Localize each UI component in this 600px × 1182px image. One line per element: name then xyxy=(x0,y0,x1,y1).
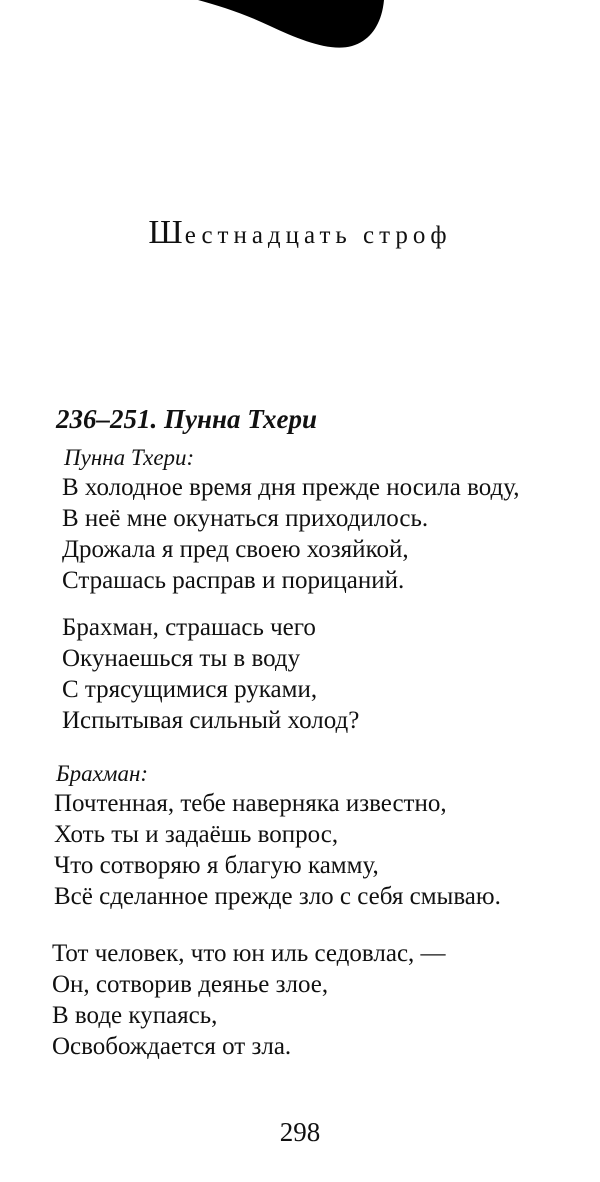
poem-line: Дрожала я пред своею хозяйкой, xyxy=(62,536,409,563)
speaker-label: Пунна Тхери: xyxy=(64,445,195,470)
poem-line: Хоть ты и задаёшь вопрос, xyxy=(54,821,339,848)
poem-line: Тот человек, что юн иль седовлас, — xyxy=(52,940,446,967)
poem-line: Окунаешься ты в воду xyxy=(62,645,301,672)
page-number: 298 xyxy=(279,1117,321,1147)
chapter-title xyxy=(0,214,600,252)
chapter-title-initial: Ш xyxy=(148,214,185,251)
poem-line: В воде купаясь, xyxy=(52,1002,218,1029)
stanza-2 xyxy=(0,612,600,736)
stanza-3 xyxy=(0,760,600,912)
poem-line: Страшась расправ и порицаний. xyxy=(62,567,405,594)
stanza-4 xyxy=(0,938,600,1062)
poem-line: Он, сотворив деянье злое, xyxy=(52,971,329,998)
stanza-1 xyxy=(0,444,600,596)
poem-line: Что сотворяю я благую камму, xyxy=(54,852,379,879)
poem-line: С трясущимися руками, xyxy=(62,676,318,703)
poem-line: Освобождается от зла. xyxy=(52,1033,292,1060)
poem-line: Почтенная, тебе наверняка известно, xyxy=(54,790,447,817)
poem-line: В неё мне окунаться приходилось. xyxy=(62,505,429,532)
speaker-label: Брахман: xyxy=(56,761,149,786)
poem-heading: 236–251. Пунна Тхери xyxy=(56,404,318,434)
poem-line: Брахман, страшась чего xyxy=(62,614,316,641)
chapter-title-rest: естнадцать строф xyxy=(184,222,452,249)
poem-line: В холодное время дня прежде носила воду, xyxy=(62,474,520,501)
poem-line: Испытывая сильный холод? xyxy=(62,707,360,734)
brush-stroke-decoration xyxy=(0,0,600,60)
poem-line: Всё сделанное прежде зло с себя смываю. xyxy=(54,883,501,910)
